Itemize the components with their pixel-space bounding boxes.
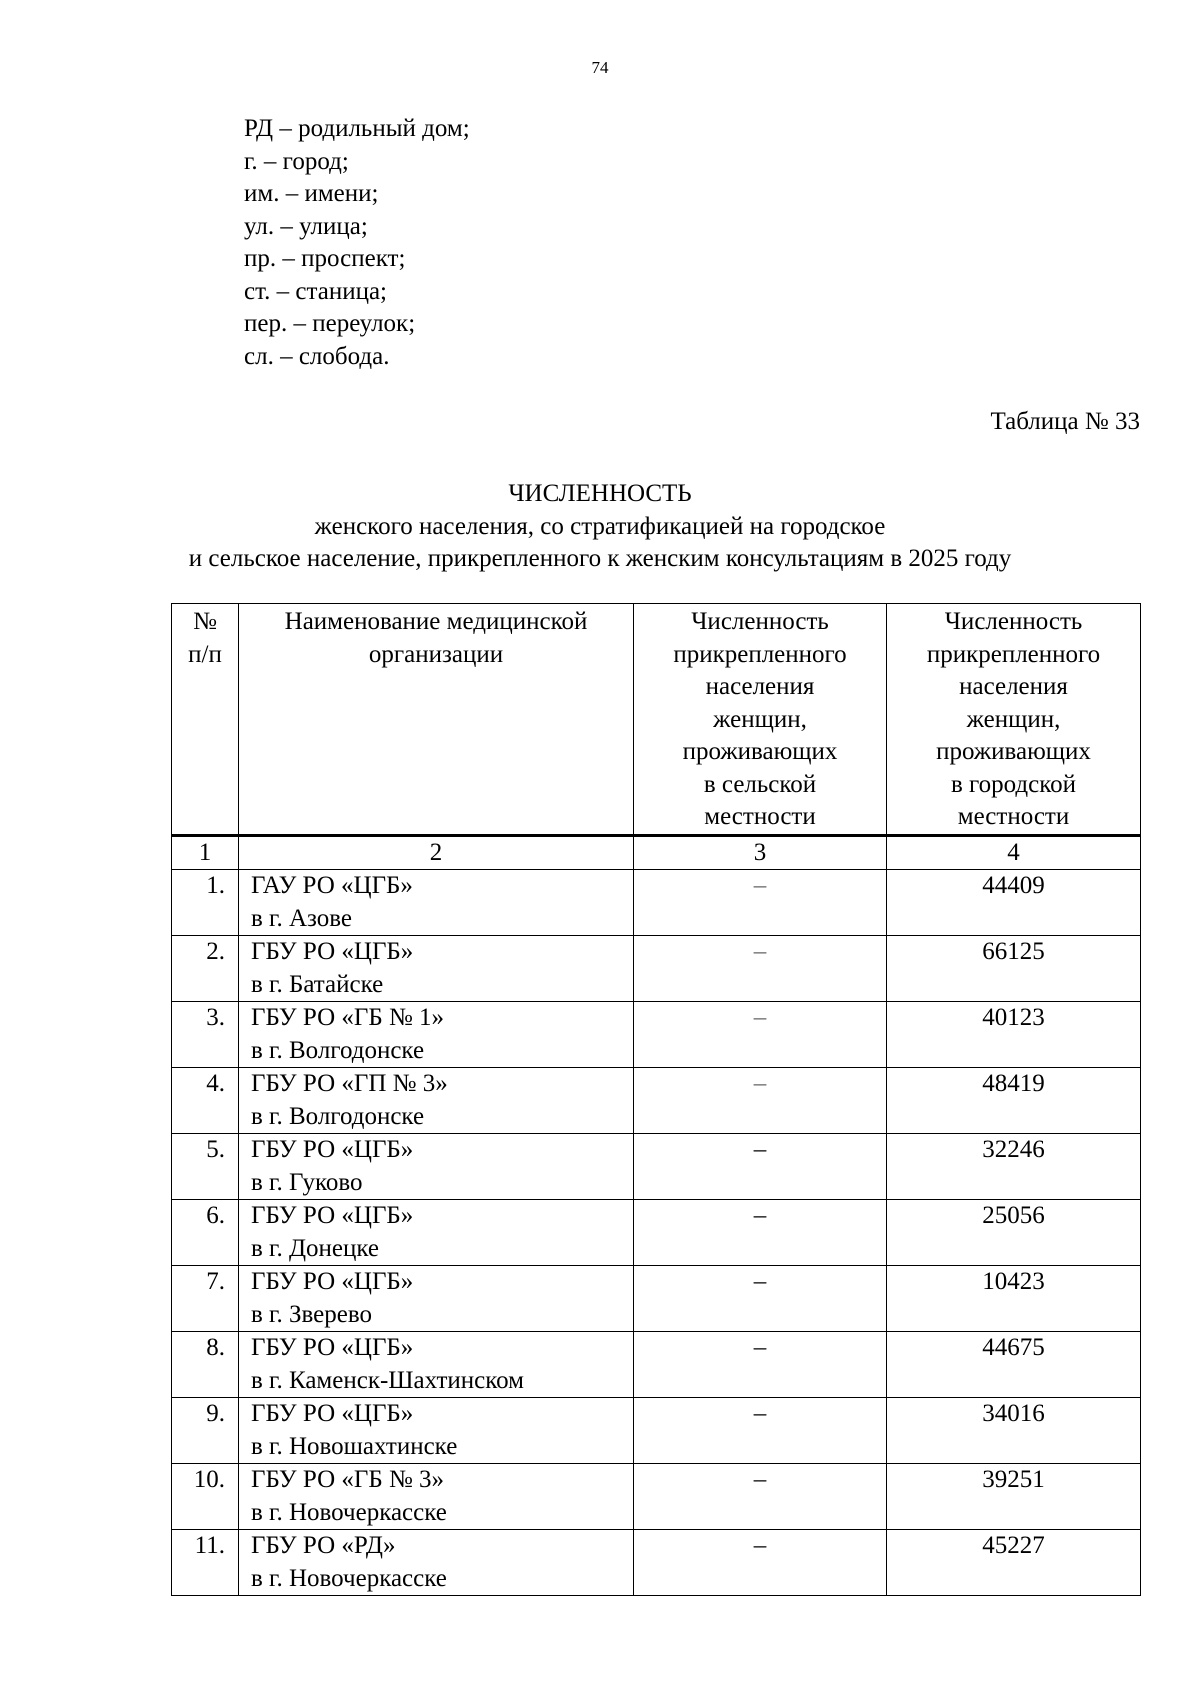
organization-name: ГБУ РО «ЦГБ»: [251, 938, 414, 965]
title-line-2: и сельское население, прикрепленного к женским консультациям в 2025 году: [188, 545, 1012, 572]
header-organization-line: Наименование медицинской: [284, 608, 588, 635]
rural-value: –: [634, 870, 887, 936]
row-number: 6.: [172, 1200, 239, 1266]
column-index: 3: [634, 835, 887, 870]
organization-name: ГБУ РО «РД»: [251, 1532, 396, 1559]
header-urban-line: в городской: [950, 770, 1077, 798]
table-row: [172, 1134, 1141, 1200]
header-rural-line: прикрепленного: [673, 640, 847, 668]
header-organization: [239, 604, 634, 836]
urban-value: 45227: [887, 1530, 1141, 1596]
rural-value: –: [634, 1068, 887, 1134]
abbreviation-item: пер. – переулок;: [244, 310, 416, 337]
table-row: [172, 1266, 1141, 1332]
header-urban-line: женщин,: [966, 705, 1061, 733]
urban-value: 39251: [887, 1464, 1141, 1530]
abbreviation-item: сл. – слобода.: [244, 342, 390, 370]
abbreviation-item: ст. – станица;: [244, 277, 387, 305]
table-label: Таблица № 33: [990, 408, 1140, 435]
header-urban-line: местности: [957, 803, 1070, 830]
header-num-line: №: [193, 608, 217, 635]
urban-value: 34016: [887, 1398, 1141, 1464]
organization-name: ГБУ РО «ГП № 3»: [251, 1070, 448, 1097]
title-main: ЧИСЛЕННОСТЬ: [508, 480, 692, 507]
urban-value: 44409: [887, 870, 1141, 936]
rural-value: –: [634, 1200, 887, 1266]
organization-cell: [239, 1134, 634, 1200]
urban-value: 40123: [887, 1002, 1141, 1068]
header-urban-line: прикрепленного: [926, 640, 1101, 668]
organization-cell: [239, 1068, 634, 1134]
table-title: [0, 478, 1200, 576]
table-row: [172, 1398, 1141, 1464]
abbreviation-item: им. – имени;: [244, 180, 379, 207]
header-urban-line: проживающих: [936, 738, 1091, 765]
row-number: 4.: [172, 1068, 239, 1134]
organization-city: в г. Новошахтинске: [251, 1432, 458, 1460]
table-row: [172, 1200, 1141, 1266]
title-line-1: женского населения, со стратификацией на городское: [314, 512, 886, 540]
organization-city: в г. Каменск-Шахтинском: [251, 1366, 524, 1394]
organization-cell: [239, 936, 634, 1002]
urban-value: 48419: [887, 1068, 1141, 1134]
organization-cell: [239, 1002, 634, 1068]
header-num-line: п/п: [188, 640, 222, 668]
table-row: [172, 870, 1141, 936]
header-urban: [887, 604, 1141, 836]
organization-city: в г. Новочеркасске: [251, 1564, 447, 1592]
organization-city: в г. Волгодонске: [251, 1102, 425, 1130]
column-index: 2: [239, 835, 634, 870]
column-index-row: [172, 835, 1141, 870]
organization-cell: [239, 1530, 634, 1596]
row-number: 11.: [172, 1530, 239, 1596]
header-rural: [634, 604, 887, 836]
organization-city: в г. Донецке: [251, 1234, 380, 1262]
table-row: [172, 1530, 1141, 1596]
organization-cell: [239, 1464, 634, 1530]
organization-city: в г. Волгодонске: [251, 1036, 425, 1064]
row-number: 3.: [172, 1002, 239, 1068]
header-urban-line: населения: [959, 673, 1068, 700]
header-rural-line: местности: [704, 803, 816, 830]
population-table: [171, 603, 1141, 1596]
rural-value: –: [634, 1266, 887, 1332]
page-number: 74: [591, 58, 609, 77]
row-number: 10.: [172, 1464, 239, 1530]
organization-city: в г. Гуково: [251, 1168, 363, 1196]
rural-value: –: [634, 1464, 887, 1530]
row-number: 9.: [172, 1398, 239, 1464]
rural-value: –: [634, 1332, 887, 1398]
header-rural-line: населения: [705, 673, 815, 700]
abbreviation-item: РД – родильный дом;: [244, 115, 470, 142]
organization-cell: [239, 1266, 634, 1332]
table-row: [172, 1002, 1141, 1068]
header-num: [172, 604, 239, 836]
row-number: 5.: [172, 1134, 239, 1200]
organization-cell: [239, 1398, 634, 1464]
organization-city: в г. Батайске: [251, 970, 384, 998]
urban-value: 10423: [887, 1266, 1141, 1332]
organization-name: ГБУ РО «ЦГБ»: [251, 1334, 414, 1361]
header-rural-line: в сельской: [703, 770, 817, 798]
rural-value: –: [634, 1530, 887, 1596]
organization-name: ГБУ РО «ЦГБ»: [251, 1400, 414, 1427]
organization-name: ГБУ РО «ГБ № 1»: [251, 1004, 445, 1031]
organization-cell: [239, 1200, 634, 1266]
table-row: [172, 1332, 1141, 1398]
organization-city: в г. Новочеркасске: [251, 1498, 447, 1526]
table-header-row: [172, 604, 1141, 836]
table-row: [172, 1464, 1141, 1530]
organization-name: ГБУ РО «ГБ № 3»: [251, 1466, 445, 1493]
organization-name: ГБУ РО «ЦГБ»: [251, 1268, 414, 1295]
abbreviation-list: [244, 113, 470, 373]
organization-city: в г. Азове: [251, 904, 353, 932]
abbreviation-item: ул. – улица;: [244, 212, 368, 240]
header-urban-line: Численность: [944, 608, 1083, 635]
urban-value: 66125: [887, 936, 1141, 1002]
rural-value: –: [634, 936, 887, 1002]
row-number: 1.: [172, 870, 239, 936]
header-rural-line: женщин,: [713, 705, 807, 733]
table-row: [172, 1068, 1141, 1134]
column-index: 1: [172, 835, 239, 870]
row-number: 7.: [172, 1266, 239, 1332]
table-row: [172, 936, 1141, 1002]
rural-value: –: [634, 1398, 887, 1464]
abbreviation-item: г. – город;: [244, 147, 349, 175]
organization-name: ГБУ РО «ЦГБ»: [251, 1136, 414, 1163]
urban-value: 32246: [887, 1134, 1141, 1200]
urban-value: 44675: [887, 1332, 1141, 1398]
rural-value: –: [634, 1002, 887, 1068]
rural-value: –: [634, 1134, 887, 1200]
header-rural-line: проживающих: [682, 738, 838, 765]
row-number: 8.: [172, 1332, 239, 1398]
organization-name: ГАУ РО «ЦГБ»: [251, 872, 413, 899]
organization-cell: [239, 870, 634, 936]
organization-cell: [239, 1332, 634, 1398]
header-organization-line: организации: [368, 640, 504, 668]
row-number: 2.: [172, 936, 239, 1002]
urban-value: 25056: [887, 1200, 1141, 1266]
header-rural-line: Численность: [691, 608, 829, 635]
organization-name: ГБУ РО «ЦГБ»: [251, 1202, 414, 1229]
organization-city: в г. Зверево: [251, 1300, 372, 1328]
abbreviation-item: пр. – проспект;: [244, 245, 406, 272]
column-index: 4: [887, 835, 1141, 870]
